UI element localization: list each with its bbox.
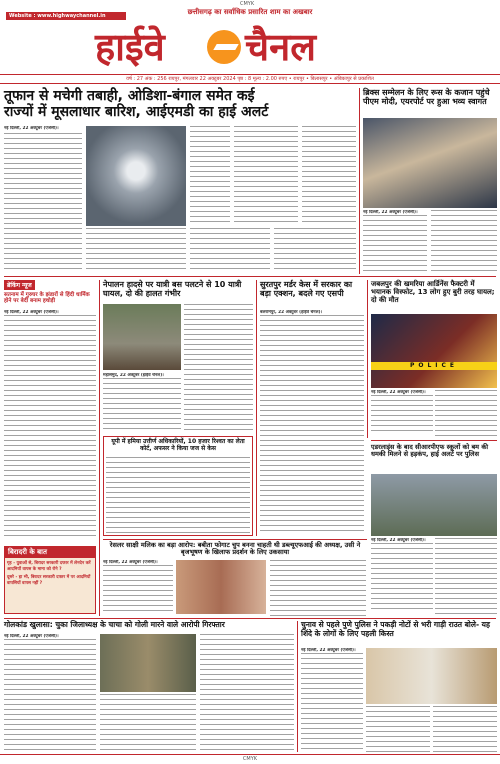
brics-column-2 [431,210,497,272]
suratpur-headline: सुरतपुर मर्डर केस में सरकार का बड़ा एक्शन, बदले गए एसपी [260,280,353,299]
section-divider-4 [4,618,496,619]
golkonda-dateline: नई दिल्ली, 22 अक्टूबर (एजेंसी)। [4,634,59,639]
lead-headline [4,88,356,120]
lead-body-text-3 [190,126,230,224]
jabalpur-body-text-2 [435,390,497,436]
lead-body-text-6 [274,228,356,270]
nepal-body-text [103,378,181,432]
brics-column-1 [363,210,427,272]
lead-column-6 [274,228,356,272]
jabalpur-headline: जबलपुर की खमरिया आर्डिनेंस फैक्टरी में भयानक विस्फोट, 13 लोग हुए बुरी तरह घायल; दो की मौत [371,280,495,305]
cmyk-mark-top: CMYK [240,1,255,7]
wrestler-body-text-2 [270,560,366,616]
website-link[interactable]: Website : www.highwaychannel.in [6,12,126,20]
lead-body-text [4,133,82,271]
breaking-headline: सतनाम में गुरुघर के झंडारों से हिंदी धार्मिक होने पर बेदी बनाम हथोड़ी [4,292,90,305]
lead-column-4 [190,228,270,272]
brics-body-text-2 [431,210,497,272]
suratpur-dateline: बलरामपुर, 22 अक्टूबर (हाईवे चैनल)। [260,310,323,315]
lead-headline-line2: राज्यों में मूसलाधार बारिश, आईएमडी का हाई अलर्ट [4,104,269,121]
golkonda-headline: गोलकांड खुलासा: चुका जिलाध्यक्ष के चाचा को गोली मारने वाले आरोपी गिरफ्तार [4,620,225,629]
jabalpur-dateline: नई दिल्ली, 22 अक्टूबर (एजेंसी)। [371,390,426,395]
biradari-box [4,546,96,614]
lead-column-7 [302,126,356,226]
brics-dateline: नई दिल्ली, 22 अक्टूबर (एजेंसी)। [363,210,418,215]
lead-body-text-4 [190,228,270,270]
election-column-1 [301,648,363,752]
nepal-dateline: महासमुंद, 22 अक्टूबर (हाईवे चैनल)। [103,373,164,378]
crpf-column-2 [435,538,497,614]
breaking-body-text [4,315,96,540]
politicians-photo [366,648,497,704]
breaking-body [4,310,96,540]
crpf-dateline: नई दिल्ली, 22 अक्टूबर (एजेंसी)। [371,538,426,543]
golkonda-body-text-3 [200,634,294,752]
nepal-column-2 [184,304,253,432]
suratpur-body-text [260,315,364,535]
election-column-3 [433,706,497,752]
brics-headline: ब्रिक्स सम्मेलन के लिए रूस के कजान पहुंचे पीएम मोदी, एयरपोर्ट पर हुआ भव्य स्वागत [363,88,490,107]
cmyk-mark-bottom: CMYK [242,756,258,762]
dateline: वर्ष : 27 अंक : 256 रायपुर, मंगलवार 22 अक्टूबर 2024 पृष्ठ : 8 मूल्य : 2.00 रुपए • रायपुर • बिलासपुर • अंबिकापुर से प्रकाशित [0,74,500,84]
wrestler-column-2 [270,560,366,616]
golkonda-column-1 [4,634,96,752]
crpf-column-1 [371,538,433,614]
tagline: छत्तीसगढ़ का सर्वाधिक प्रसारित शाम का अखबार [187,8,313,16]
golkonda-body-text [4,639,96,751]
footer [0,754,500,764]
wrestlers-photo [176,560,266,614]
section-divider-1 [4,276,496,277]
section-divider-2 [103,539,367,540]
jabalpur-column-1 [371,390,433,436]
crpf-headline: एडरलाइंस के बाद सीआरपीएफ स्कूलों को बम की धमकी मिलने से हड़कंप, हाई अलर्ट पर पुलिस [371,443,489,459]
column-divider-2 [99,280,100,616]
crpf-photo [371,474,497,536]
arrested-persons-photo [100,634,196,692]
police-body-text [106,457,250,535]
nepal-column-1 [103,373,181,433]
golkonda-body-text-2 [100,694,196,752]
crpf-body-text [371,543,433,613]
masthead [95,22,405,72]
wrestler-body-text [103,565,173,615]
golkonda-column-3 [200,634,294,752]
jabalpur-body-text [371,395,433,435]
lead-body-text-7 [302,126,356,224]
biradari-title: बिरादरी के बात [5,547,95,558]
road-icon [213,44,238,50]
lead-column-3 [190,126,230,226]
election-body-text [301,653,363,751]
breaking-dateline: नई दिल्ली, 22 अक्टूबर (एजेंसी)। [4,310,59,315]
brics-photo [363,118,497,208]
golkonda-column-2 [100,694,196,752]
explosion-photo [371,314,497,388]
biradari-text-1: गृह - युवाओं से, बिरादर सरकारी दफ्तर में लेनदेन करें आदमियों वापस के मामा को रोने ? [7,561,91,572]
election-dateline: नई दिल्ली, 22 अक्टूबर (एजेंसी)। [301,648,356,653]
lead-dateline: नई दिल्ली, 22 अक्टूबर (एजेंसी)। [4,126,59,131]
section-divider-3 [371,440,497,441]
police-box [103,436,253,536]
lead-body-text-2 [86,228,186,270]
election-body-text-2 [366,706,430,752]
accident-photo [103,304,181,370]
wrestler-dateline: नई दिल्ली, 22 अक्टूबर (एजेंसी)। [103,560,158,565]
nepal-body-text-2 [184,304,253,432]
election-headline: चुनाव से पहले पुणे पुलिस ने पकड़ी नोटों से भरी गाड़ी राउत बोले- यह शिंदे के लोगों के लिए पहली किस्त [301,620,491,638]
column-divider-5 [297,621,298,752]
election-body-text-3 [433,706,497,752]
crpf-body-text-2 [435,538,497,614]
masthead-left-word: हाईवे [95,24,165,69]
police-tape: POLICE [371,362,497,370]
lead-headline-line1: तूफान से मचेगी तबाही, ओडिशा-बंगाल समेत कई [4,88,255,104]
wrestler-headline: रेसलर साक्षी मलिक का बड़ा आरोप: बबीता फोगाट चुप बनना चाहती थी डब्ल्यूएफआई की अध्यक्ष, उसी ने बृजभूषण के खिलाफ प्रदर्शन के लिए उकसाया [109,541,361,557]
suratpur-body [260,310,364,536]
column-divider [359,88,360,274]
lead-column-1 [4,126,82,271]
brics-body-text [363,215,427,271]
satellite-cyclone-image [86,126,186,226]
election-column-2 [366,706,430,752]
column-divider-4 [367,280,368,438]
breaking-news-label: ब्रेकिंग न्यूज [4,280,35,290]
lead-body-text-5 [234,126,298,224]
biradari-text-2: दूसरे - हा भी, बिरादर सरकारी दफ्तर में पर आदमियों वापसियों वापस नहीं ? [7,575,91,586]
wrestler-column-1 [103,560,173,616]
lead-column-2 [86,228,186,272]
masthead-right-word: चैनल [245,24,316,69]
lead-column-5 [234,126,298,226]
police-headline: यूपी में हमिया उत्तीर्ण अधिकारियों, 10 हजार रिश्वत का लेता कोर्ट, अफसर ने किया जज से केस [111,438,245,452]
nepal-headline: नेपालन हादसे पर यात्री बस पलटने से 10 यात्री घायल, दो की हालत गंभीर [103,280,242,299]
column-divider-3 [256,280,257,536]
jabalpur-column-2 [435,390,497,436]
